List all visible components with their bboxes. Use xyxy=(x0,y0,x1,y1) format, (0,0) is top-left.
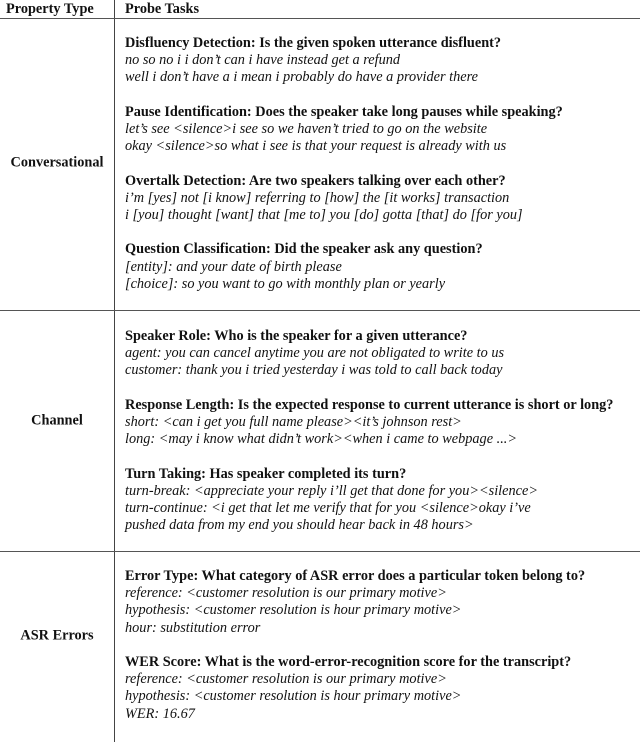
probe-task xyxy=(125,328,636,380)
task-example: short: <can i get you full name please><it’s johnson rest> xyxy=(125,414,462,430)
probe-task xyxy=(125,654,636,723)
task-example: hypothesis: <customer resolution is hour primary motive> xyxy=(125,688,462,705)
task-example: turn-continue: <i get that let me verify that for you <silence>okay i’ve xyxy=(125,500,531,516)
task-example: i’m [yes] not [i know] referring to [how] the [it works] transaction xyxy=(125,189,510,206)
section-conversational xyxy=(0,18,640,310)
section-asr-errors xyxy=(0,551,640,742)
probe-task xyxy=(125,241,636,293)
task-example: let’s see <silence>i see so we haven’t tried to go on the website xyxy=(125,121,488,137)
task-example: agent: you can cancel anytime you are not obligated to write to us xyxy=(125,345,505,362)
task-example: hypothesis: <customer resolution is hour primary motive> xyxy=(125,602,462,619)
task-title: Pause Identification: Does the speaker take long pauses while speaking? xyxy=(125,103,563,120)
property-type-label: Conversational xyxy=(10,154,104,171)
task-example: reference: <customer resolution is our primary motive> xyxy=(125,671,447,688)
probe-task xyxy=(125,35,636,87)
task-example: i [you] thought [want] that [me to] you [do] gotta [that] do [for you] xyxy=(125,207,523,223)
task-example: [entity]: and your date of birth please xyxy=(125,258,342,275)
header-property-type: Property Type xyxy=(6,1,94,17)
probe-task xyxy=(125,104,636,156)
task-example: WER: 16.67 xyxy=(125,705,195,722)
task-title: Overtalk Detection: Are two speakers talking over each other? xyxy=(125,172,506,189)
task-title: Disfluency Detection: Is the given spoken utterance disfluent? xyxy=(125,35,502,51)
task-example: turn-break: <appreciate your reply i’ll get that done for you><silence> xyxy=(125,482,538,499)
task-example: long: <may i know what didn’t work><when i came to webpage ...> xyxy=(125,431,517,448)
task-title: Question Classification: Did the speaker ask any question? xyxy=(125,241,483,258)
probe-task-list xyxy=(125,328,636,552)
task-title: Turn Taking: Has speaker completed its turn? xyxy=(125,465,407,482)
task-example: pushed data from my end you should hear back in 48 hours> xyxy=(125,517,474,534)
property-type-label: ASR Errors xyxy=(20,627,94,644)
task-example: okay <silence>so what i see is that your request is already with us xyxy=(125,138,507,155)
task-title: Response Length: Is the expected response to current utterance is short or long? xyxy=(125,396,614,413)
task-example: customer: thank you i tried yesterday i was told to call back today xyxy=(125,362,503,379)
property-type-label: Channel xyxy=(31,412,83,429)
probe-task xyxy=(125,173,636,225)
task-example: well i don’t have a i mean i probably do have a provider there xyxy=(125,69,478,86)
probe-task-list xyxy=(125,568,636,740)
task-example: reference: <customer resolution is our primary motive> xyxy=(125,585,447,602)
section-channel xyxy=(0,310,640,551)
header-probe-tasks: Probe Tasks xyxy=(125,1,200,17)
probe-task xyxy=(125,466,636,535)
probe-task-list xyxy=(125,35,636,310)
task-example: hour: substitution error xyxy=(125,619,261,636)
task-title: Speaker Role: Who is the speaker for a given utterance? xyxy=(125,328,468,344)
task-title: Error Type: What category of ASR error does a particular token belong to? xyxy=(125,568,586,584)
probe-task xyxy=(125,397,636,449)
probe-task xyxy=(125,568,636,637)
task-title: WER Score: What is the word-error-recognition score for the transcript? xyxy=(125,654,572,670)
task-example: no so no i i don’t can i have instead get a refund xyxy=(125,52,401,69)
task-example: [choice]: so you want to go with monthly plan or yearly xyxy=(125,275,446,292)
